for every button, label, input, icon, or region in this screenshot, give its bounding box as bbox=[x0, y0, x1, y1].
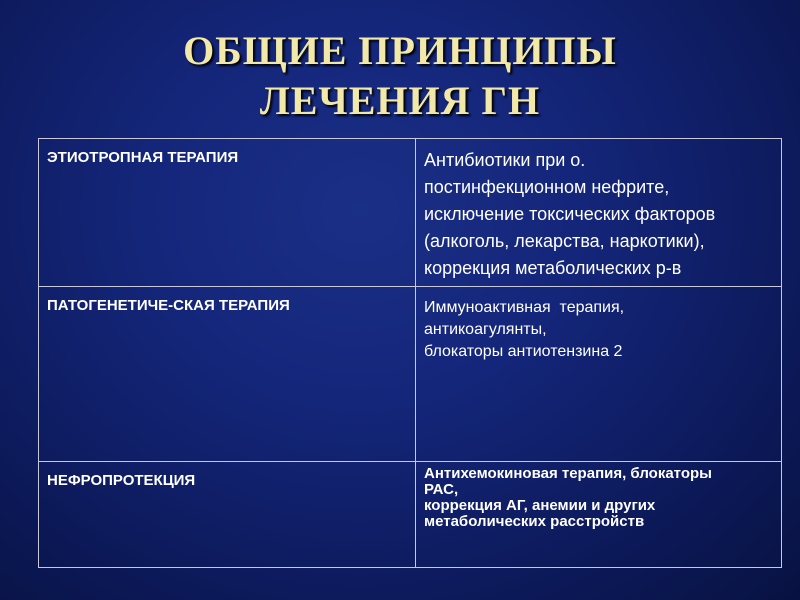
row-description bbox=[416, 462, 782, 568]
description-line: антикоагулянты, bbox=[424, 321, 547, 338]
description-line: Антибиотики при о. bbox=[424, 150, 586, 170]
description-text bbox=[424, 297, 775, 363]
description-line: Антихемокиновая терапия, блокаторы bbox=[424, 465, 712, 482]
row-description bbox=[416, 287, 782, 462]
slide-title bbox=[0, 26, 800, 126]
description-text bbox=[424, 466, 775, 530]
table-row-etiotropic bbox=[39, 139, 782, 287]
description-line: метаболических расстройств bbox=[424, 513, 645, 530]
row-label: ЭТИОТРОПНАЯ ТЕРАПИЯ bbox=[39, 139, 416, 287]
row-description bbox=[416, 139, 782, 287]
description-line: РАС, bbox=[424, 481, 459, 498]
table-row-pathogenetic bbox=[39, 287, 782, 462]
title-line-2: ЛЕЧЕНИЯ ГН bbox=[259, 78, 541, 123]
description-line: коррекция АГ, анемии и других bbox=[424, 497, 656, 514]
title-line-1: ОБЩИЕ ПРИНЦИПЫ bbox=[183, 28, 617, 73]
description-text bbox=[424, 147, 775, 282]
row-label: ПАТОГЕНЕТИЧЕ-СКАЯ ТЕРАПИЯ bbox=[39, 287, 416, 462]
row-label: НЕФРОПРОТЕКЦИЯ bbox=[39, 462, 416, 568]
table-row-nephroprotection bbox=[39, 462, 782, 568]
description-line: (алкоголь, лекарства, наркотики), bbox=[424, 231, 705, 251]
description-line: Иммуноактивная терапия, bbox=[424, 299, 625, 316]
description-line: исключение токсических факторов bbox=[424, 204, 716, 224]
description-line: постинфекционном нефрите, bbox=[424, 177, 670, 197]
description-line: коррекция метаболических р-в bbox=[424, 258, 682, 278]
treatment-principles-table bbox=[38, 138, 782, 568]
description-line: блокаторы антиотензина 2 bbox=[424, 343, 623, 360]
